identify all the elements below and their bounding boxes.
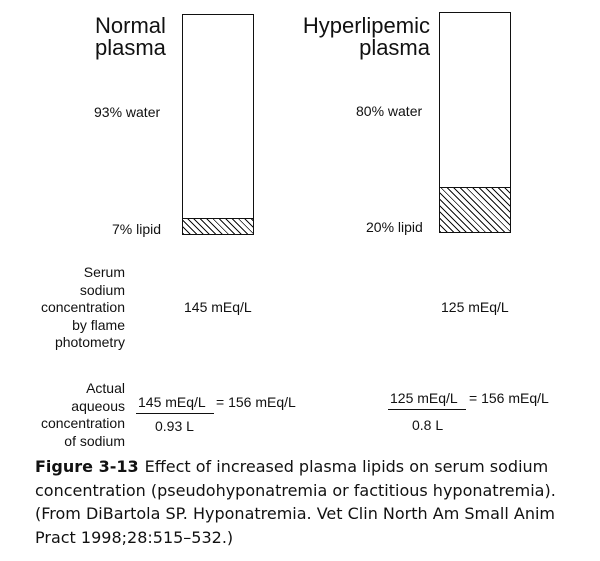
normal-aqueous-denominator: 0.93 L	[155, 418, 194, 434]
normal-lipid-label: 7% lipid	[112, 221, 162, 237]
normal-title-line2: plasma	[95, 35, 166, 60]
hyper-water-label: 80% water	[356, 103, 423, 119]
serum-label-line: Serum	[83, 264, 125, 280]
hyper-serum-value: 125 mEq/L	[441, 299, 509, 315]
aqueous-sodium-row-label	[41, 380, 125, 450]
serum-label-line: sodium	[79, 281, 125, 298]
serum-label-line: by flame	[72, 316, 125, 333]
hyper-plasma-title	[303, 15, 430, 59]
normal-serum-value: 145 mEq/L	[184, 299, 252, 315]
hyper-aqueous-numerator: 125 mEq/L	[390, 390, 458, 406]
hyper-aqueous-result: = 156 mEq/L	[469, 390, 549, 406]
normal-fraction-bar	[136, 413, 214, 414]
serum-label-line: photometry	[54, 334, 125, 350]
serum-sodium-row-label	[41, 264, 125, 352]
aqueous-label-line: of sodium	[64, 432, 125, 449]
normal-plasma-title	[95, 15, 166, 59]
figure-caption	[35, 455, 595, 549]
aqueous-label-line: Actual	[86, 380, 125, 396]
hyper-plasma-column	[439, 12, 511, 233]
hyper-title-line2: plasma	[359, 35, 430, 60]
aqueous-label-line: aqueous	[71, 397, 125, 414]
serum-label-line: concentration	[40, 299, 125, 315]
hyper-lipid-fraction	[440, 187, 510, 232]
hyper-title-line1: Hyperlipemic	[302, 13, 430, 38]
aqueous-label-line: concentration	[40, 415, 125, 431]
normal-aqueous-numerator: 145 mEq/L	[138, 394, 206, 410]
normal-aqueous-result: = 156 mEq/L	[216, 394, 296, 410]
figure-label: Figure 3-13	[35, 457, 139, 476]
normal-plasma-column	[182, 14, 254, 235]
normal-water-label: 93% water	[94, 104, 161, 120]
hyper-fraction-bar	[388, 409, 466, 410]
hyper-aqueous-denominator: 0.8 L	[412, 417, 444, 433]
normal-title-line1: Normal	[95, 13, 166, 38]
caption-text: Effect of increased plasma lipids on serum sodium concentration (pseudohyponatremia or factitious hyponatremia). (From DiBartola SP. Hyponatremia. Vet Clin North Am Small Anim Pract 1998;28:515–532.)	[35, 457, 556, 547]
normal-lipid-fraction	[183, 218, 253, 234]
hyper-lipid-label: 20% lipid	[366, 219, 423, 235]
